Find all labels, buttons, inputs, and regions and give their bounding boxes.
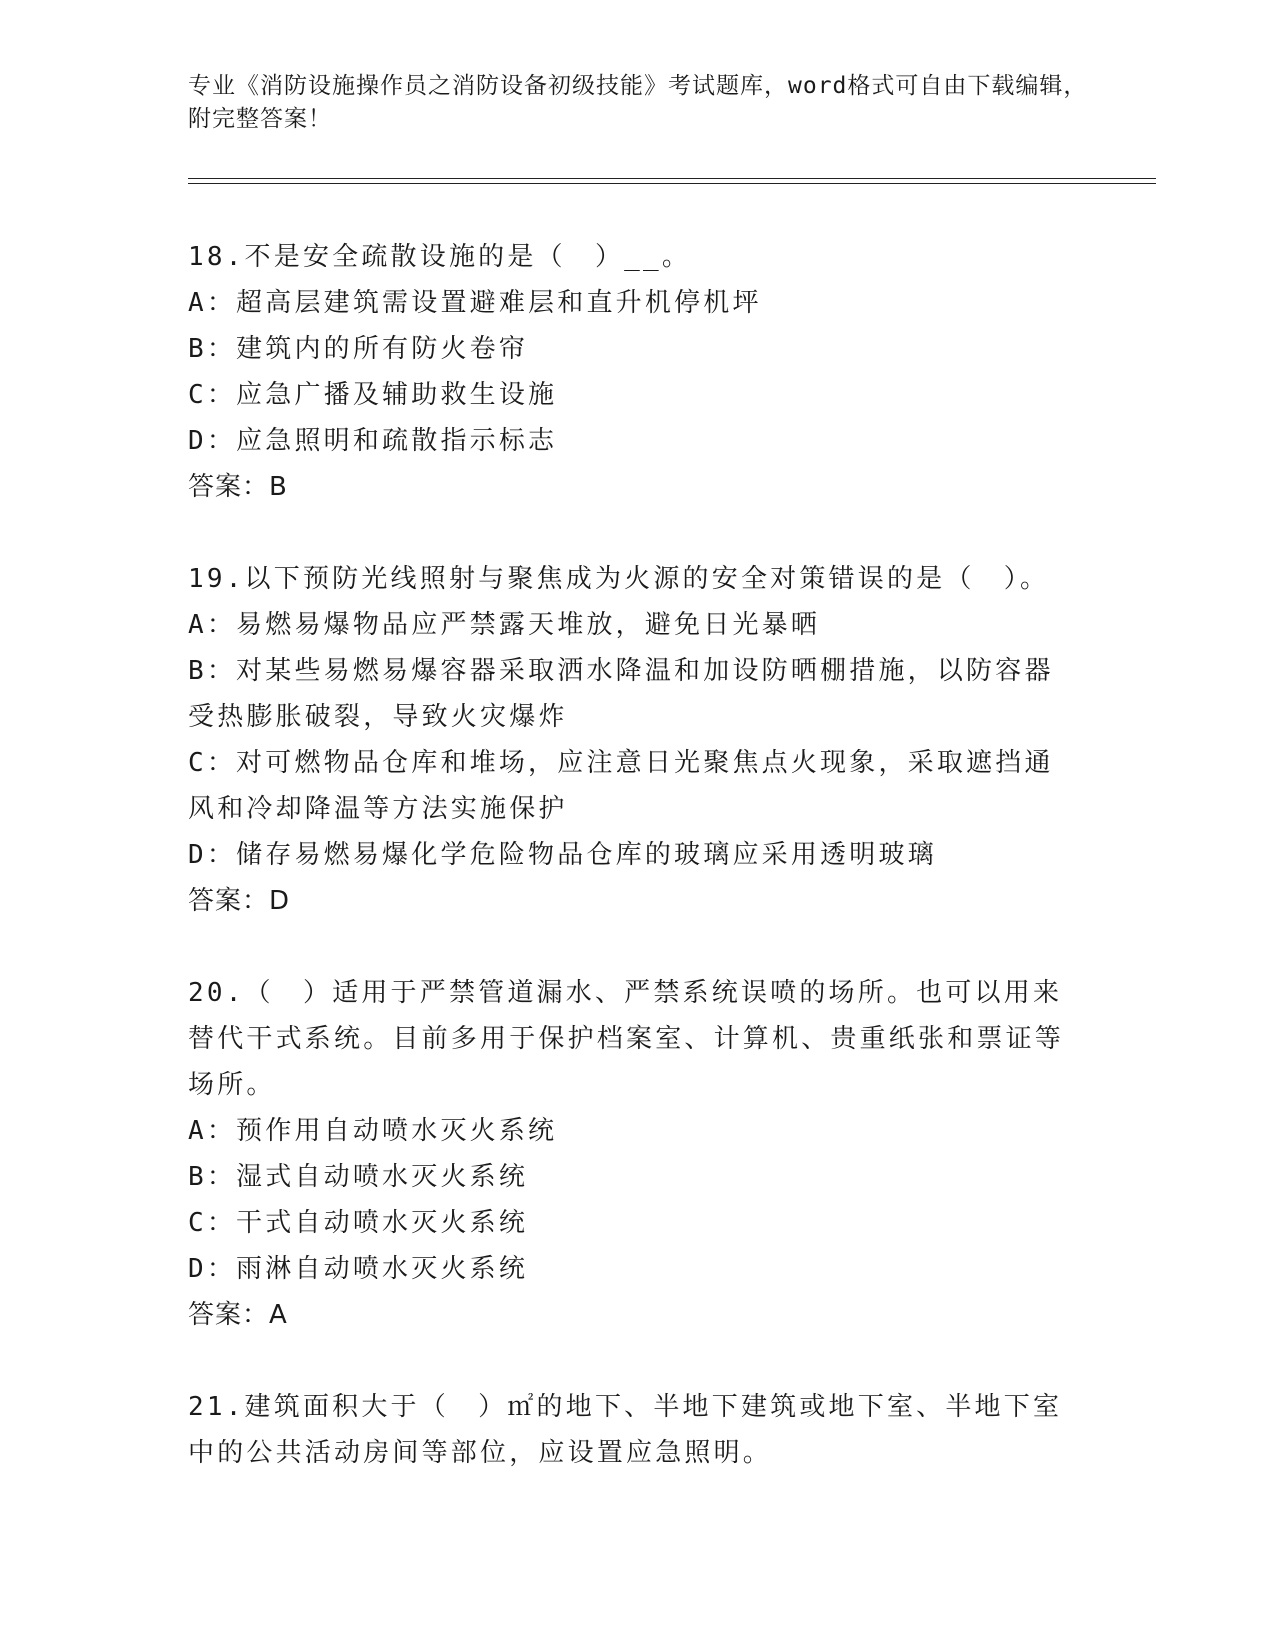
option-c: C：对可燃物品仓库和堆场，应注意日光聚焦点火现象，采取遮挡通风和冷却降温等方法实施保护 [188, 748, 1054, 824]
option-d: D：储存易燃易爆化学危险物品仓库的玻璃应采用透明玻璃 [188, 840, 937, 870]
question-stem: 19.以下预防光线照射与聚焦成为火源的安全对策错误的是（ ）。 [188, 564, 1050, 594]
question-stem: 18.不是安全疏散设施的是（ ）__。 [188, 242, 692, 272]
option-c: C：干式自动喷水灭火系统 [188, 1208, 529, 1238]
header-divider [188, 183, 1156, 184]
question-stem: 21.建筑面积大于（ ）㎡的地下、半地下建筑或地下室、半地下室中的公共活动房间等部位，应设置应急照明。 [188, 1392, 1063, 1468]
option-b: B：建筑内的所有防火卷帘 [188, 334, 529, 364]
question-18 [188, 234, 1078, 510]
option-a: A：预作用自动喷水灭火系统 [188, 1116, 558, 1146]
answer-label: 答案：D [188, 886, 291, 916]
question-stem: 20.（ ）适用于严禁管道漏水、严禁系统误喷的场所。也可以用来替代干式系统。目前多用于保护档案室、计算机、贵重纸张和票证等场所。 [188, 978, 1065, 1100]
header-description: 专业《消防设施操作员之消防设备初级技能》考试题库，word格式可自由下载编辑，附完整答案！ [188, 73, 1088, 132]
header-divider [188, 178, 1156, 179]
option-b: B：对某些易燃易爆容器采取洒水降温和加设防晒棚措施，以防容器受热膨胀破裂，导致火灾爆炸 [188, 656, 1054, 732]
question-list [188, 234, 1078, 1522]
question-19 [188, 556, 1078, 924]
question-21 [188, 1384, 1078, 1476]
option-a: A：易燃易爆物品应严禁露天堆放，避免日光暴晒 [188, 610, 821, 640]
option-b: B：湿式自动喷水灭火系统 [188, 1162, 529, 1192]
option-d: D：应急照明和疏散指示标志 [188, 426, 558, 456]
answer-label: 答案：A [188, 1300, 288, 1330]
answer-label: 答案：B [188, 472, 288, 502]
question-20 [188, 970, 1078, 1338]
option-c: C：应急广播及辅助救生设施 [188, 380, 558, 410]
option-d: D：雨淋自动喷水灭火系统 [188, 1254, 529, 1284]
option-a: A：超高层建筑需设置避难层和直升机停机坪 [188, 288, 762, 318]
